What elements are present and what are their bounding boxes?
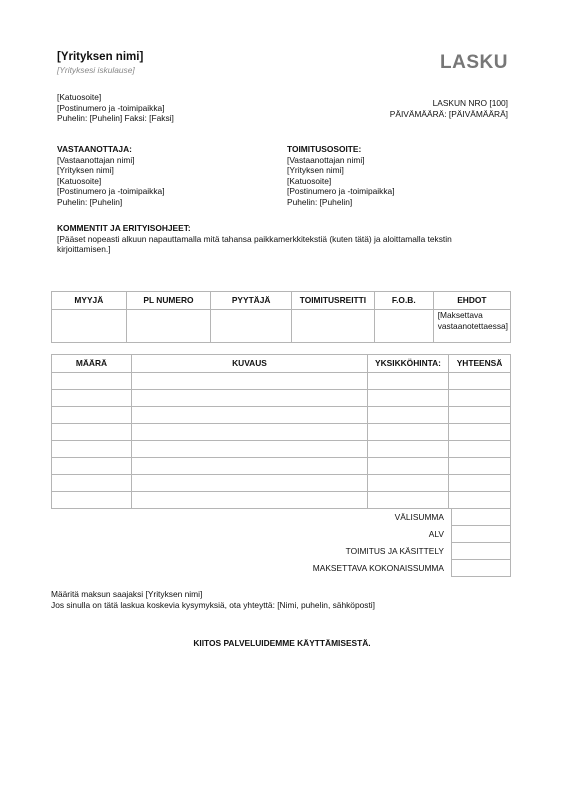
cell-line-total[interactable] — [449, 441, 511, 458]
cell-description[interactable] — [132, 424, 368, 441]
cell-description[interactable] — [132, 475, 368, 492]
subtotal-label: VÄLISUMMA — [394, 511, 444, 522]
grand-total-row — [51, 560, 511, 577]
cell-quantity[interactable] — [52, 407, 132, 424]
document-title: LASKU — [440, 52, 508, 73]
shipping-postal[interactable]: [Postinumero ja -toimipaikka] — [287, 186, 395, 196]
col-header-fob: F.O.B. — [374, 292, 433, 310]
shipping-company[interactable]: [Yrityksen nimi] — [287, 165, 344, 175]
recipient-name[interactable]: [Vastaanottajan nimi] — [57, 154, 135, 165]
cell-requester[interactable] — [211, 310, 292, 343]
invoice-number[interactable]: LASKUN NRO [100] — [432, 98, 508, 108]
items-header-row — [52, 355, 511, 373]
invoice-date[interactable]: PÄIVÄMÄÄRÄ: [PÄIVÄMÄÄRÄ] — [389, 108, 508, 119]
col-header-description: KUVAUS — [132, 355, 368, 373]
item-row — [52, 407, 511, 424]
cell-unit-price[interactable] — [368, 441, 449, 458]
cell-unit-price[interactable] — [368, 475, 449, 492]
cell-description[interactable] — [132, 373, 368, 390]
order-info-table — [51, 291, 511, 343]
item-row — [52, 390, 511, 407]
item-row — [52, 475, 511, 492]
cell-seller[interactable] — [52, 310, 127, 343]
shipping-phone[interactable]: Puhelin: [Puhelin] — [287, 196, 353, 207]
questions-line[interactable]: Jos sinulla on tätä laskua koskevia kysymyksiä, ota yhteyttä: [Nimi, puhelin, sähköposti] — [51, 599, 375, 610]
cell-unit-price[interactable] — [368, 424, 449, 441]
cell-unit-price[interactable] — [368, 390, 449, 407]
item-row — [52, 458, 511, 475]
cell-line-total[interactable] — [449, 458, 511, 475]
cell-line-total[interactable] — [449, 475, 511, 492]
company-slogan[interactable]: [Yrityksesi iskulause] — [57, 65, 135, 75]
line-items-table — [51, 354, 511, 509]
recipient-company[interactable]: [Yrityksen nimi] — [57, 165, 114, 175]
cell-quantity[interactable] — [52, 424, 132, 441]
cell-quantity[interactable] — [52, 492, 132, 509]
cell-description[interactable] — [132, 390, 368, 407]
cell-line-total[interactable] — [449, 492, 511, 509]
shipping-name[interactable]: [Vastaanottajan nimi] — [287, 154, 365, 165]
cell-unit-price[interactable] — [368, 492, 449, 509]
comments-text[interactable]: [Pääset nopeasti alkuun napauttamalla mitä tahansa paikkamerkkitekstiä (kuten tätä) ja aloittamalla tekstin kirjoittamisen.] — [57, 233, 452, 254]
col-header-shipping-route: TOIMITUSREITTI — [291, 292, 374, 310]
recipient-phone[interactable]: Puhelin: [Puhelin] — [57, 196, 123, 207]
cell-line-total[interactable] — [449, 407, 511, 424]
cell-fob[interactable] — [374, 310, 433, 343]
cell-terms[interactable]: [Maksettava vastaanotettaessa] — [433, 310, 510, 343]
col-header-po-number: PL NUMERO — [126, 292, 211, 310]
sender-phone-fax[interactable]: Puhelin: [Puhelin] Faksi: [Faksi] — [57, 113, 174, 123]
thank-you-message: KIITOS PALVELUIDEMME KÄYTTÄMISESTÄ. — [193, 638, 371, 648]
vat-row — [51, 526, 511, 543]
col-header-requester: PYYTÄJÄ — [211, 292, 292, 310]
payment-terms — [51, 589, 375, 610]
subtotal-row — [51, 509, 511, 526]
item-row — [52, 373, 511, 390]
shipping-handling-value[interactable] — [452, 543, 511, 560]
shipping-street[interactable]: [Katuosoite] — [287, 175, 332, 186]
cell-shipping-route[interactable] — [291, 310, 374, 343]
item-row — [52, 492, 511, 509]
item-row — [52, 441, 511, 458]
col-header-quantity: MÄÄRÄ — [52, 355, 132, 373]
recipient-postal[interactable]: [Postinumero ja -toimipaikka] — [57, 186, 165, 196]
order-header-row — [52, 292, 511, 310]
comments-block — [57, 223, 507, 255]
sender-street[interactable]: [Katuosoite] — [57, 92, 102, 102]
cell-unit-price[interactable] — [368, 458, 449, 475]
cell-line-total[interactable] — [449, 424, 511, 441]
company-name[interactable]: [Yrityksen nimi] — [57, 51, 144, 63]
shipping-handling-row — [51, 543, 511, 560]
cell-line-total[interactable] — [449, 390, 511, 407]
cell-po-number[interactable] — [126, 310, 211, 343]
order-data-row — [52, 310, 511, 343]
shipping-handling-label: TOIMITUS JA KÄSITTELY — [345, 545, 444, 556]
grand-total-value[interactable] — [452, 560, 511, 577]
cell-line-total[interactable] — [449, 373, 511, 390]
cell-description[interactable] — [132, 441, 368, 458]
cell-description[interactable] — [132, 458, 368, 475]
recipient-block — [57, 144, 165, 207]
shipping-block — [287, 144, 395, 207]
grand-total-label: MAKSETTAVA KOKONAISSUMMA — [312, 562, 444, 573]
col-header-terms: EHDOT — [433, 292, 510, 310]
totals-table — [51, 508, 511, 577]
col-header-unit-price: YKSIKKÖHINTA: — [368, 355, 449, 373]
item-row — [52, 424, 511, 441]
cell-description[interactable] — [132, 407, 368, 424]
cell-quantity[interactable] — [52, 390, 132, 407]
recipient-heading: VASTAANOTTAJA: — [57, 144, 132, 154]
cell-quantity[interactable] — [52, 458, 132, 475]
cell-quantity[interactable] — [52, 373, 132, 390]
comments-heading: KOMMENTIT JA ERITYISOHJEET: — [57, 223, 191, 233]
vat-label: ALV — [428, 528, 444, 539]
sender-postal[interactable]: [Postinumero ja -toimipaikka] — [57, 102, 165, 113]
recipient-street[interactable]: [Katuosoite] — [57, 175, 102, 186]
col-header-seller: MYYJÄ — [52, 292, 127, 310]
invoice-meta — [390, 98, 508, 119]
subtotal-value[interactable] — [452, 509, 511, 526]
cell-unit-price[interactable] — [368, 373, 449, 390]
cell-quantity[interactable] — [52, 441, 132, 458]
sender-address — [57, 92, 174, 124]
col-header-total: YHTEENSÄ — [449, 355, 511, 373]
cell-description[interactable] — [132, 492, 368, 509]
vat-value[interactable] — [452, 526, 511, 543]
shipping-heading: TOIMITUSOSOITE: — [287, 144, 362, 154]
cell-quantity[interactable] — [52, 475, 132, 492]
payable-to-line[interactable]: Määritä maksun saajaksi [Yrityksen nimi] — [51, 589, 203, 599]
cell-unit-price[interactable] — [368, 407, 449, 424]
